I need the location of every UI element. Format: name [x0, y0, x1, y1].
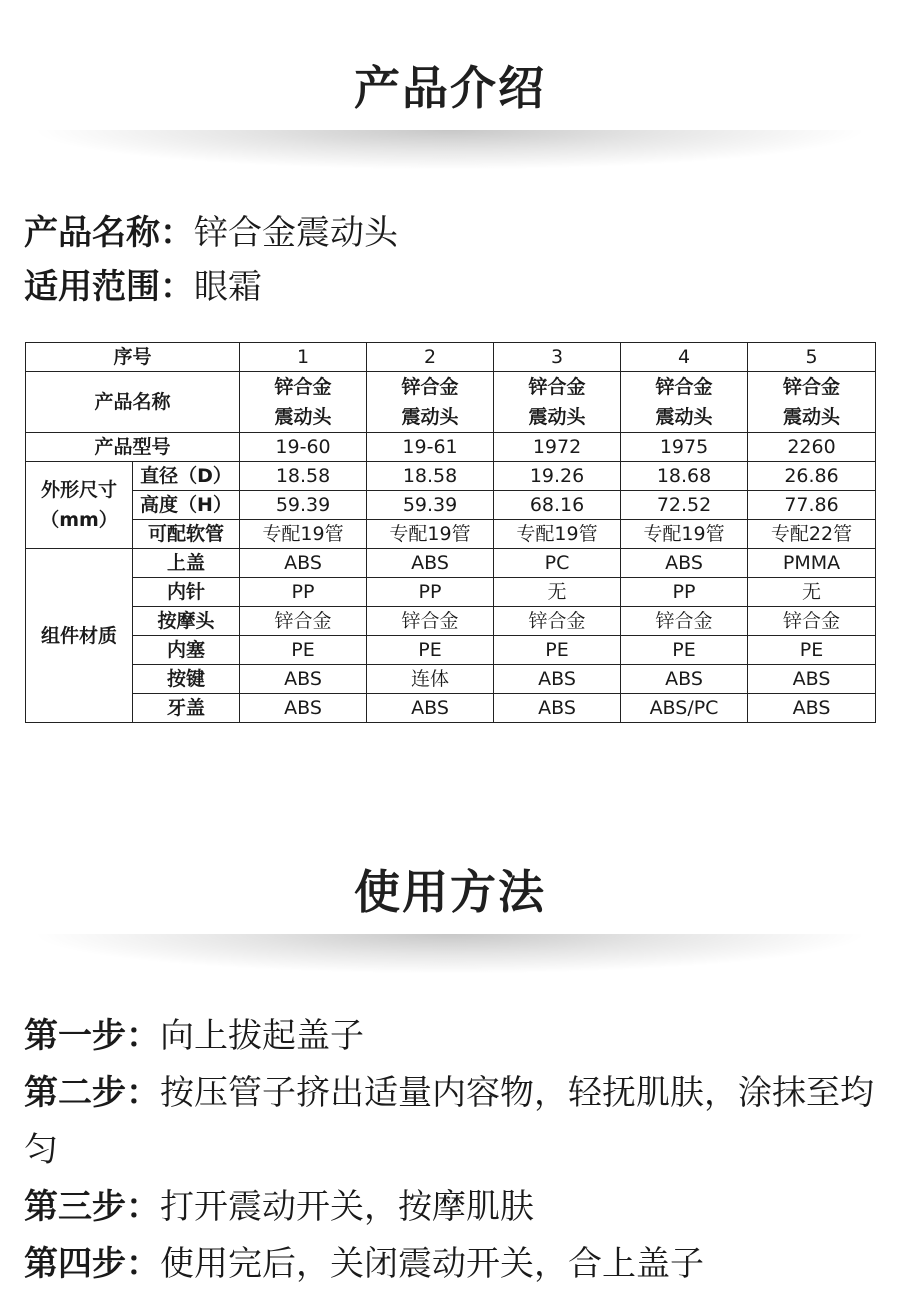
diameter-cell: 18.58 [240, 462, 367, 491]
usage-steps [24, 1008, 879, 1293]
diameter-cell: 18.58 [367, 462, 494, 491]
no-cell: 3 [494, 343, 621, 372]
model-cell: 1975 [621, 433, 748, 462]
step-text: 按压管子挤出适量内容物，轻抚肌肤，涂抹至均匀 [24, 1073, 874, 1170]
diameter-label: 直径（D） [133, 462, 240, 491]
tube-cell: 专配19管 [621, 520, 748, 549]
dimension-group-line2: （mm） [40, 509, 118, 531]
height-label: 高度（H） [133, 491, 240, 520]
button-cell: ABS [748, 665, 876, 694]
lid-cell: PC [494, 549, 621, 578]
tube-cell: 专配19管 [240, 520, 367, 549]
step-1 [24, 1008, 879, 1065]
cap-label: 牙盖 [133, 694, 240, 723]
model-cell: 19-61 [367, 433, 494, 462]
step-key: 第四步： [24, 1244, 160, 1284]
step-2 [24, 1065, 879, 1179]
needle-cell: PP [367, 578, 494, 607]
button-cell: ABS [494, 665, 621, 694]
needle-cell: 无 [748, 578, 876, 607]
lid-label: 上盖 [133, 549, 240, 578]
table-row [26, 665, 876, 694]
product-name-key: 产品名称： [24, 213, 194, 253]
model-label: 产品型号 [26, 433, 240, 462]
plug-cell: PE [494, 636, 621, 665]
head-cell: 锌合金 [621, 607, 748, 636]
name-label: 产品名称 [26, 372, 240, 433]
dimension-group-label [26, 462, 133, 549]
name-top: 锌合金 [783, 376, 841, 398]
spec-table [25, 342, 876, 723]
lid-cell: ABS [367, 549, 494, 578]
usage-shadow-divider [30, 934, 870, 974]
diameter-cell: 18.68 [621, 462, 748, 491]
button-label: 按键 [133, 665, 240, 694]
plug-cell: PE [240, 636, 367, 665]
lid-cell: ABS [621, 549, 748, 578]
step-3 [24, 1179, 879, 1236]
table-row [26, 343, 876, 372]
head-cell: 锌合金 [240, 607, 367, 636]
usage-title: 使用方法 [354, 865, 546, 919]
step-text: 使用完后，关闭震动开关，合上盖子 [160, 1244, 704, 1284]
name-cell [621, 372, 748, 433]
plug-cell: PE [621, 636, 748, 665]
name-top: 锌合金 [655, 376, 713, 398]
head-label: 按摩头 [133, 607, 240, 636]
button-cell: ABS [240, 665, 367, 694]
head-cell: 锌合金 [494, 607, 621, 636]
plug-cell: PE [367, 636, 494, 665]
table-row [26, 462, 876, 491]
table-row [26, 607, 876, 636]
button-cell: 连体 [367, 665, 494, 694]
table-row [26, 433, 876, 462]
no-label: 序号 [26, 343, 240, 372]
scope-key: 适用范围： [24, 267, 194, 307]
cap-cell: ABS [748, 694, 876, 723]
step-key: 第二步： [24, 1073, 160, 1113]
step-text: 打开震动开关，按摩肌肤 [160, 1187, 534, 1227]
head-cell: 锌合金 [367, 607, 494, 636]
no-cell: 1 [240, 343, 367, 372]
tube-cell: 专配19管 [494, 520, 621, 549]
head-cell: 锌合金 [748, 607, 876, 636]
table-row [26, 636, 876, 665]
name-bottom: 震动头 [655, 406, 713, 428]
needle-label: 内针 [133, 578, 240, 607]
tube-cell: 专配19管 [367, 520, 494, 549]
table-row [26, 372, 876, 433]
name-bottom: 震动头 [783, 406, 841, 428]
name-top: 锌合金 [528, 376, 586, 398]
name-bottom: 震动头 [528, 406, 586, 428]
material-group-label: 组件材质 [26, 549, 133, 723]
name-bottom: 震动头 [401, 406, 459, 428]
lid-cell: PMMA [748, 549, 876, 578]
height-cell: 68.16 [494, 491, 621, 520]
cap-cell: ABS [494, 694, 621, 723]
title-shadow-divider [30, 130, 870, 170]
product-name-line [24, 211, 398, 255]
cap-cell: ABS/PC [621, 694, 748, 723]
diameter-cell: 19.26 [494, 462, 621, 491]
step-key: 第一步： [24, 1016, 160, 1056]
needle-cell: PP [240, 578, 367, 607]
table-row [26, 578, 876, 607]
step-4 [24, 1236, 879, 1293]
tube-label: 可配软管 [133, 520, 240, 549]
needle-cell: PP [621, 578, 748, 607]
cap-cell: ABS [367, 694, 494, 723]
scope-line [24, 265, 262, 309]
needle-cell: 无 [494, 578, 621, 607]
name-cell [748, 372, 876, 433]
no-cell: 2 [367, 343, 494, 372]
table-row [26, 549, 876, 578]
table-row [26, 694, 876, 723]
plug-cell: PE [748, 636, 876, 665]
button-cell: ABS [621, 665, 748, 694]
step-text: 向上拔起盖子 [160, 1016, 364, 1056]
height-cell: 77.86 [748, 491, 876, 520]
diameter-cell: 26.86 [748, 462, 876, 491]
product-name-value: 锌合金震动头 [194, 213, 398, 253]
intro-title: 产品介绍 [354, 61, 546, 115]
name-cell [240, 372, 367, 433]
cap-cell: ABS [240, 694, 367, 723]
model-cell: 2260 [748, 433, 876, 462]
tube-cell: 专配22管 [748, 520, 876, 549]
height-cell: 59.39 [240, 491, 367, 520]
no-cell: 4 [621, 343, 748, 372]
lid-cell: ABS [240, 549, 367, 578]
table-row [26, 491, 876, 520]
height-cell: 72.52 [621, 491, 748, 520]
name-top: 锌合金 [274, 376, 332, 398]
scope-value: 眼霜 [194, 267, 262, 307]
model-cell: 19-60 [240, 433, 367, 462]
name-cell [494, 372, 621, 433]
model-cell: 1972 [494, 433, 621, 462]
plug-label: 内塞 [133, 636, 240, 665]
dimension-group-line1: 外形尺寸 [40, 479, 117, 501]
name-bottom: 震动头 [274, 406, 332, 428]
name-cell [367, 372, 494, 433]
step-key: 第三步： [24, 1187, 160, 1227]
table-row [26, 520, 876, 549]
height-cell: 59.39 [367, 491, 494, 520]
name-top: 锌合金 [401, 376, 459, 398]
no-cell: 5 [748, 343, 876, 372]
